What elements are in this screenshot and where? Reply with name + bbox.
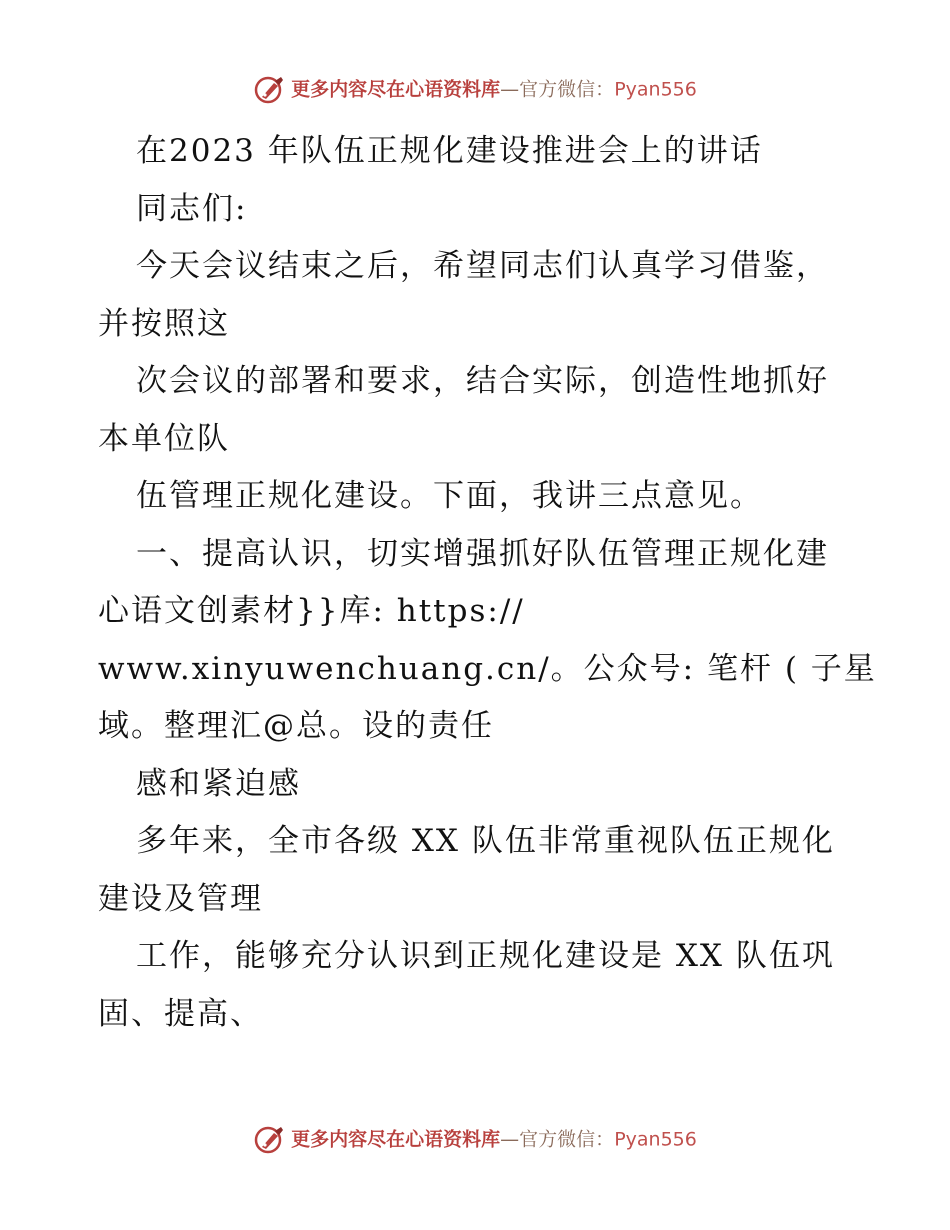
watermark-wechat-label: 官方微信：: [519, 78, 615, 101]
text-line: 伍管理正规化建设。下面，我讲三点意见。: [136, 478, 763, 514]
text-line: www.xinyuwenchuang.cn/。公众号: 笔杆 ( 子星: [98, 650, 877, 687]
text-line: 工作，能够充分认识到正规化建设是 XX 队伍巩: [136, 938, 835, 974]
text-line: 次会议的部署和要求，结合实际，创造性地抓好: [136, 363, 829, 399]
document-body: [98, 123, 877, 1043]
watermark-separator: —: [500, 1128, 520, 1151]
text-line: 本单位队: [98, 420, 230, 457]
text-line: 多年来，全市各级 XX 队伍非常重视队伍正规化: [136, 823, 835, 859]
text-line: 今天会议结束之后，希望同志们认真学习借鉴，: [136, 248, 829, 284]
watermark-brand: 更多内容尽在心语资料库: [291, 1128, 501, 1151]
document-title: 在2023 年队伍正规化建设推进会上的讲话: [136, 133, 763, 169]
watermark-separator: —: [500, 78, 520, 101]
watermark-wechat-id: Pyan556: [614, 1128, 697, 1151]
text-line: 心语文创素材}}库: https://: [98, 593, 525, 629]
text-line: 固、提高、: [98, 995, 263, 1032]
header-watermark: [0, 74, 950, 105]
salutation: 同志们:: [136, 190, 248, 227]
watermark-brand: 更多内容尽在心语资料库: [291, 78, 501, 101]
pen-nib-seal-icon: [253, 75, 287, 105]
text-line: 感和紧迫感: [136, 765, 301, 802]
footer-watermark: [0, 1124, 950, 1155]
section-heading: 一、提高认识，切实增强抓好队伍管理正规化建: [136, 535, 829, 572]
text-line: 域。整理汇@总。设的责任: [98, 708, 494, 744]
pen-nib-seal-icon: [253, 1125, 287, 1155]
watermark-wechat-id: Pyan556: [614, 78, 697, 101]
text-line: 建设及管理: [98, 880, 263, 917]
watermark-wechat-label: 官方微信：: [519, 1128, 615, 1151]
text-line: 并按照这: [98, 305, 230, 342]
